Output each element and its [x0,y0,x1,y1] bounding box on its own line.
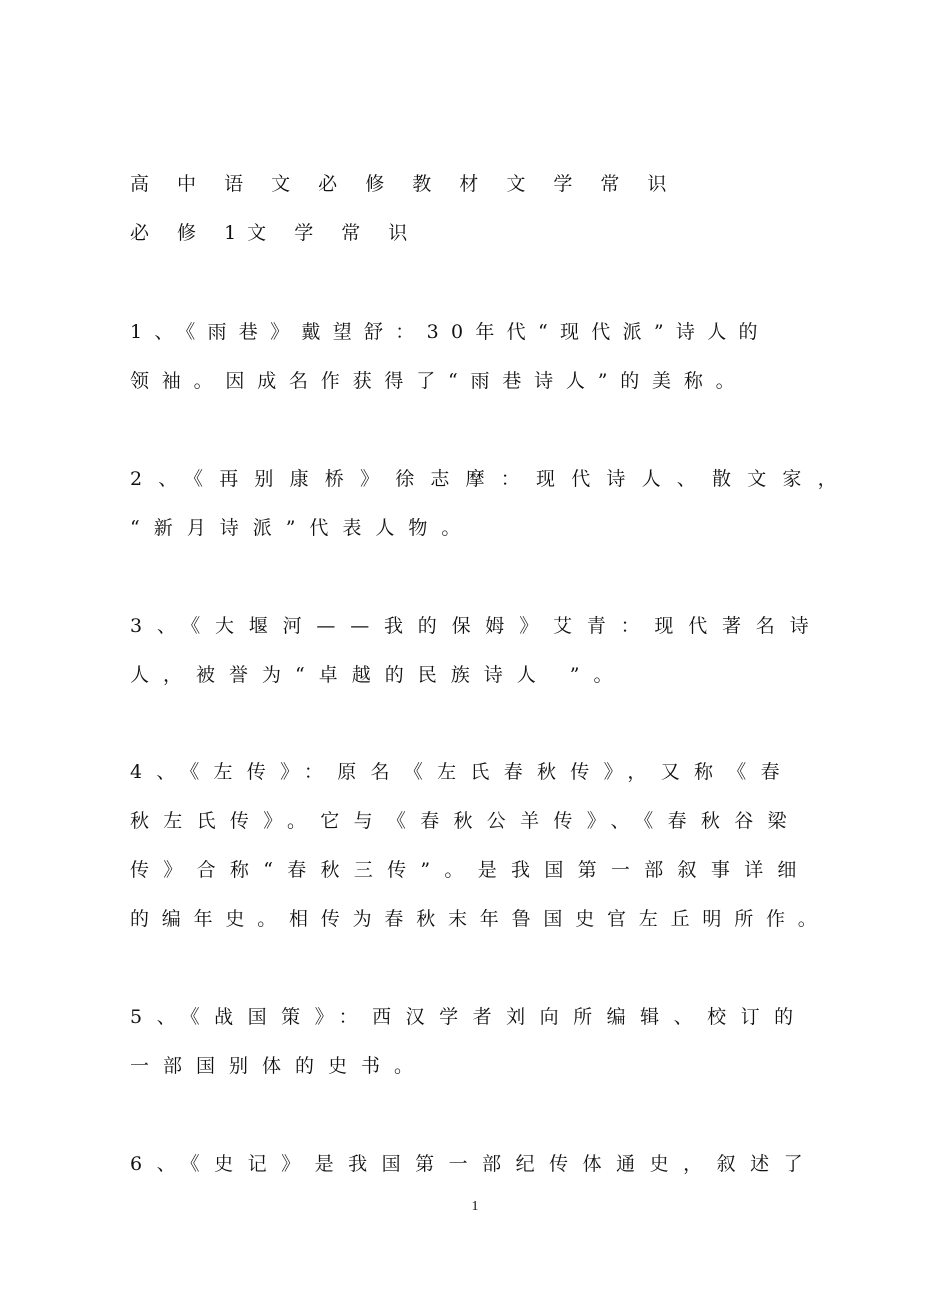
page-title: 高 中 语 文 必 修 教 材 文 学 常 识 [130,173,678,195]
paragraph-line: 人，被誉为“卓越的民族诗人 ”。 [130,664,627,686]
paragraph-line: 5、《战国策》：西汉学者刘向所编辑、校订的 [130,1006,808,1028]
paragraph-line: 2、《再别康桥》徐志摩：现代诗人、散文家， [130,468,853,490]
paragraph-line: 传》合称“春秋三传”。是我国第一部叙事详细 [130,859,811,881]
paragraph-line: 领袖。因成名作获得了“雨巷诗人”的美称。 [130,370,748,392]
paragraph-line: 4、《左传》：原名《左氏春秋传》，又称《春 [130,761,794,783]
paragraph-line: “新月诗派”代表人物。 [130,517,475,539]
paragraph-line: 秋左氏传》。它与《春秋公羊传》、《春秋谷梁 [130,810,801,832]
paragraph-line: 3、《大堰河——我的保姆》艾青：现代著名诗 [130,615,824,637]
paragraph-line: 6、《史记》是我国第一部纪传体通史，叙述了 [130,1153,818,1175]
paragraph-line: 的编年史。相传为春秋末年鲁国史官左丘明所作。 [130,908,830,930]
paragraph-line: 一部国别体的史书。 [130,1055,428,1077]
paragraph-line: 1、《雨巷》戴望舒：30年代“现代派”诗人的 [130,321,770,343]
section-heading: 必 修 1文 学 常 识 [130,222,419,244]
page-number: 1 [471,1199,479,1214]
